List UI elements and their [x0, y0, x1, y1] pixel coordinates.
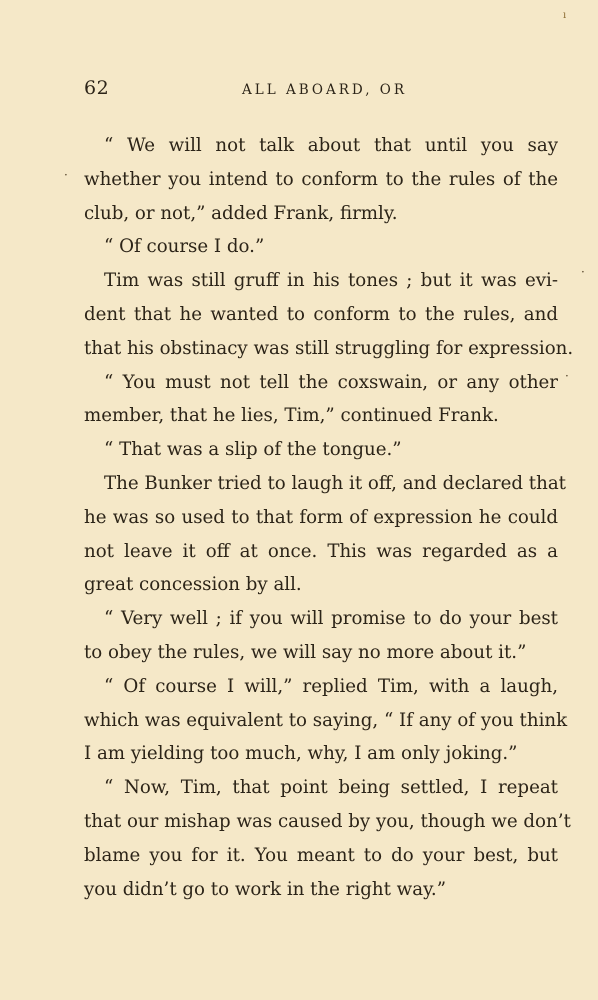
- text-line: “ We will not talk about that until you say: [104, 135, 558, 156]
- margin-dot: ·: [565, 369, 569, 383]
- running-head: ALL ABOARD, OR: [242, 82, 408, 98]
- text-line: I am yielding too much, why, I am only joking.”: [84, 743, 518, 765]
- margin-dot: ·: [64, 168, 68, 182]
- text-line: “ Very well ; if you will promise to do your best: [104, 608, 558, 630]
- text-line: Tim was still gruff in his tones ; but it was evi-: [104, 270, 558, 292]
- page-number: 62: [84, 77, 110, 99]
- text-line: “ You must not tell the coxswain, or any other: [104, 371, 558, 393]
- text-line: “ Of course I will,” replied Tim, with a laugh,: [104, 675, 558, 697]
- text-line: member, that he lies, Tim,” continued Frank.: [84, 405, 499, 427]
- margin-dot: ·: [581, 265, 585, 279]
- text-line: which was equivalent to saying, “ If any of you think: [84, 709, 568, 731]
- text-line: to obey the rules, we will say no more about it.”: [84, 641, 527, 663]
- text-line: great concession by all.: [84, 574, 302, 596]
- text-line: you didn’t go to work in the right way.”: [84, 878, 447, 900]
- text-line: The Bunker tried to laugh it off, and declared that: [104, 472, 566, 494]
- text-line: “ Now, Tim, that point being settled, I repeat: [104, 777, 558, 799]
- ink-speck: ı: [563, 10, 567, 21]
- text-line: blame you for it. You meant to do your best, but: [84, 844, 558, 866]
- text-line: that his obstinacy was still struggling for expression.: [84, 337, 574, 359]
- text-line: club, or not,” added Frank, firmly.: [84, 202, 398, 224]
- text-line: not leave it off at once. This was regarded as a: [84, 540, 558, 562]
- text-line: “ Of course I do.”: [104, 236, 265, 258]
- text-line: that our mishap was caused by you, though we don’t: [84, 810, 571, 832]
- text-line: “ That was a slip of the tongue.”: [104, 439, 402, 461]
- text-line: he was so used to that form of expression he could: [84, 506, 558, 528]
- body-text: [84, 129, 574, 906]
- text-line: whether you intend to conform to the rules of the: [84, 168, 558, 190]
- text-line: dent that he wanted to conform to the rules, and: [84, 303, 558, 325]
